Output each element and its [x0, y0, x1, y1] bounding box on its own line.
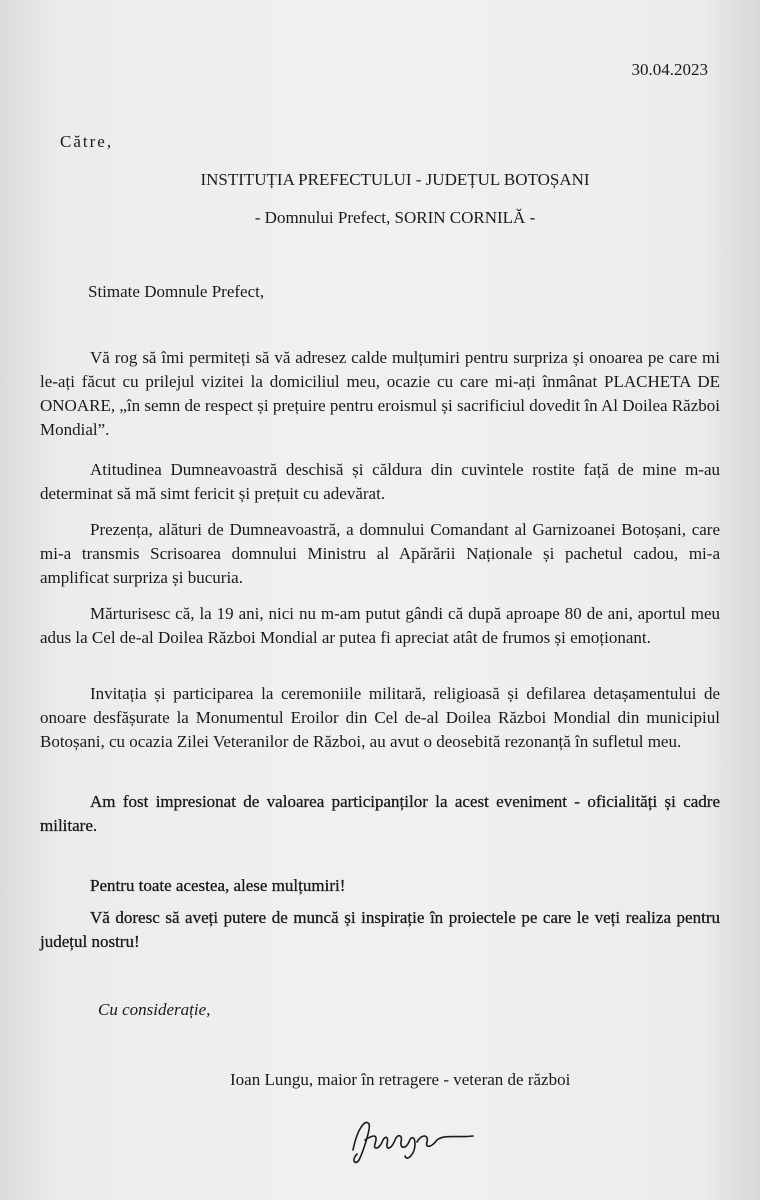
paragraph-gratitude: Pentru toate acestea, alese mulțumiri! — [90, 876, 346, 895]
greeting: Stimate Domnule Prefect, — [88, 282, 265, 301]
paragraph-invitation: Invitația și participarea la ceremoniile militară, religioasă și defilarea detașamentului de onoare desfășurate la Monumentul Eroilor din Cel de-al Doilea Război Mondial din municipiul Botoșani, cu ocazia Zilei Veteranilor de Război, au avut o deosebită rezonanță în sufletul meu. — [40, 684, 720, 751]
paragraph-confession: Mărturisesc că, la 19 ani, nici nu m-am putut gândi că după aproape 80 de ani, aportul meu adus la Cel de-al Doilea Război Mondial ar putea fi apreciat atât de frumos și emoționant. — [40, 604, 720, 647]
signatory-name: Ioan Lungu, maior în retragere - veteran de război — [230, 1070, 571, 1089]
addressee-label: Către, — [60, 132, 114, 151]
paragraph-thanks: Vă rog să îmi permiteți să vă adresez calde mulțumiri pentru surpriza și onoarea pe care mi le-ați făcut cu prilejul vizitei la domiciliul meu, ocazie cu care mi-ați înmânat PLACHETA DE ONOARE, „în semn de respect și prețuire pentru eroismul și sacrificiul dovedit în Al Doilea Război Mondial”. — [40, 348, 720, 439]
paragraph-attitude: Atitudinea Dumneavoastră deschisă și căldura din cuvintele rostite față de mine m-au determinat să mă simt fericit și prețuit cu adevărat. — [40, 460, 720, 503]
paragraph-wishes: Vă doresc să aveți putere de muncă și inspirație în proiectele pe care le veți realiza pentru județul nostru! — [40, 908, 720, 951]
recipient-name: - Domnului Prefect, SORIN CORNILĂ - — [254, 208, 536, 227]
paragraph-presence: Prezența, alături de Dumneavoastră, a domnului Comandant al Garnizoanei Botoșani, care mi-a transmis Scrisoarea domnului Ministru al Apărării Naționale și pachetul cadou, mi-a amplificat surpriza și bucuria. — [40, 520, 720, 587]
handwritten-signature — [345, 1110, 485, 1170]
letter-date: 30.04.2023 — [631, 60, 708, 79]
paragraph-impressed: Am fost impresionat de valoarea participanților la acest eveniment - oficialități și cadre militare. — [40, 792, 720, 835]
institution-name: INSTITUȚIA PREFECTULUI - JUDEȚUL BOTOȘANI — [200, 170, 590, 189]
closing-line: Cu considerație, — [98, 1000, 211, 1019]
